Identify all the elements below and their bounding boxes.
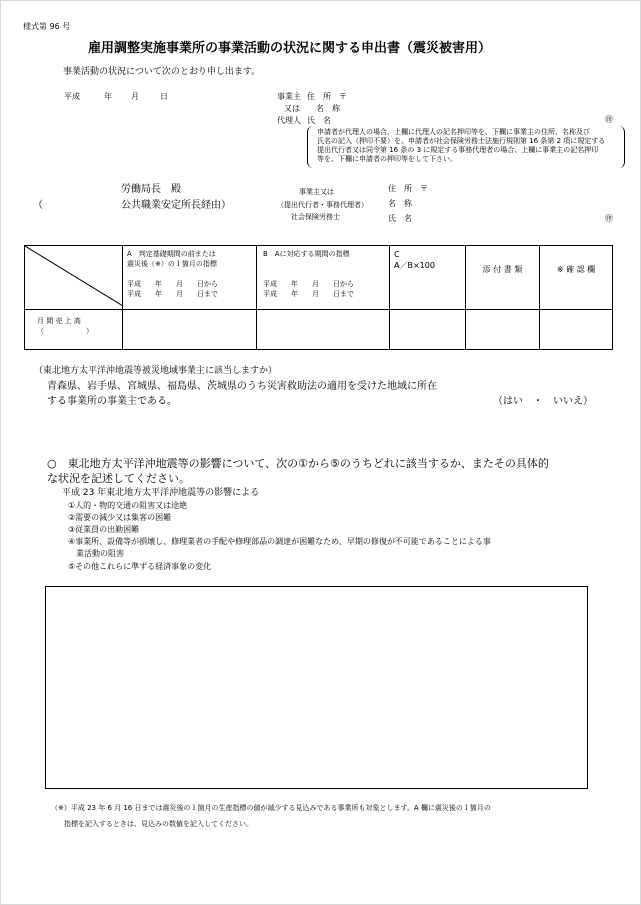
note-line-1: 申請者が代理人の場合、上欄に代理人の記名押印等を、下欄に事業主の住所、名称及び [317, 128, 590, 136]
submitter-address-label: 住 所 〒 [388, 184, 428, 193]
open-paren: （ [33, 200, 43, 211]
column-a-to: 平成 年 月 日まで [127, 290, 218, 298]
q2-item-4-cont: 業活動の阻害 [68, 549, 124, 558]
submitter-person-label: 氏 名 [388, 214, 412, 223]
submitter-name-label: 名 称 [388, 199, 412, 208]
submitter-line-1: 事業主又は [299, 188, 334, 196]
agent-name-label: 氏 名 [307, 116, 331, 125]
date-era: 平成 [64, 92, 80, 101]
situation-description-box[interactable] [45, 586, 588, 789]
submitter-seal-mark: ㊞ [605, 214, 613, 223]
monthly-sales-label-cell [25, 310, 123, 350]
column-a-value-cell[interactable] [123, 310, 257, 350]
indicator-table [24, 245, 613, 350]
employment-office-label: 公共職業安定所長経由） [121, 200, 231, 211]
footnote-line-2: 指標を記入するときは、見込みの数値を記入してください。 [64, 820, 253, 828]
column-a-title-2: 震災後（※）の１箇月の指標 [127, 260, 217, 268]
column-a-header [123, 246, 257, 310]
agent-label: 代理人 [277, 116, 301, 125]
intro-text: 事業活動の状況について次のとおり申し出ます。 [63, 67, 261, 77]
confirmation-value-cell [540, 310, 613, 350]
business-owner-label: 事業主 [277, 92, 301, 101]
footnote-line-1: （※）平成 23 年 6 月 16 日までは震災後の１箇月の生産指標の値が減少する見込みである事業所も対象とします。A 欄に震災後の１箇月の [51, 804, 491, 812]
date-day: 日 [160, 92, 168, 101]
column-c-value-cell[interactable] [390, 310, 466, 350]
q2-item-1: ①人的・物的交通の阻害又は途絶 [68, 501, 188, 510]
column-b-value-cell[interactable] [257, 310, 390, 350]
seal-mark: ㊞ [605, 115, 613, 124]
q2-sub: 平成 23 年東北地方太平洋沖地震等の影響による [62, 488, 260, 498]
q2-item-2: ②需要の減少又は集客の困難 [68, 513, 172, 522]
column-c-header [390, 246, 466, 310]
column-b-from: 平成 年 月 日から [263, 280, 354, 288]
date-year: 年 [104, 92, 112, 101]
diagonal-header-cell [25, 246, 123, 310]
column-c-formula: A／B×100 [394, 261, 435, 270]
column-a-from: 平成 年 月 日から [127, 280, 218, 288]
monthly-sales-paren: （ ） [37, 327, 93, 335]
q1-answer[interactable]: （はい ・ いいえ） [493, 396, 593, 407]
name-label: 名 称 [316, 104, 340, 113]
form-number: 様式第 96 号 [23, 22, 71, 31]
note-line-4: 等を、下欄に申請者の押印等をして下さい。 [317, 155, 457, 163]
q2-item-3: ③従業員の出勤困難 [68, 525, 140, 534]
q2-item-4: ④事業所、設備等が損壊し、修理業者の手配や修理部品の調達が困難なため、早期の修復が不可能であることによる事 [68, 537, 491, 546]
note-line-2: 氏名の記入（押印不要）を。申請者が社会保険労務士法施行規則第 16 条第 2 項に規定する [317, 137, 606, 145]
confirmation-header [540, 246, 613, 310]
q1-line-2: する事業所の事業主である。 [47, 396, 177, 407]
column-b-header [257, 246, 390, 310]
note-line-3: 提出代行者又は同令第 16 条の 3 に規定する事務代理者の場合、上欄に事業主の記名押印 [317, 146, 599, 154]
attachments-header [466, 246, 540, 310]
labor-bureau-label: 労働局長 殿 [121, 184, 181, 195]
submitter-line-2: （提出代行者・事務代理者） [277, 201, 368, 209]
q2-item-5: ⑤その他これらに準ずる経済事象の変化 [68, 562, 212, 571]
address-label: 住 所 〒 [307, 92, 347, 101]
submitter-line-3: 社会保険労務士 [291, 213, 340, 221]
diagonal-line [25, 246, 123, 306]
attachments-value-cell[interactable] [466, 310, 540, 350]
column-a-title: A 判定基礎期間の前または [127, 250, 216, 258]
attachments-label: 添 付 書 類 [482, 265, 523, 274]
q1-line-1: 青森県、岩手県、宮城県、福島県、茨城県のうち災害救助法の適用を受けた地域に所在 [47, 381, 437, 392]
monthly-sales-label: 月 間 売 上 高 [37, 317, 81, 325]
q2-line-2: な状況を記述してください。 [47, 472, 190, 485]
date-month: 月 [131, 92, 139, 101]
page-title: 雇用調整実施事業所の事業活動の状況に関する申出書（震災被害用） [88, 41, 492, 56]
q1-heading: （東北地方太平洋沖地震等被災地域事業主に該当しますか） [34, 366, 278, 376]
column-b-to: 平成 年 月 日まで [263, 290, 354, 298]
or-label: 又は [284, 104, 300, 113]
column-b-title: B Aに対応する期間の指標 [263, 250, 350, 258]
q2-line-1: ○ 東北地方太平洋沖地震等の影響について、次の①から⑤のうちどれに該当するか、またその具体的 [47, 457, 549, 470]
column-c-title: C [394, 250, 400, 259]
confirmation-label: ※ 確 認 欄 [556, 265, 596, 274]
